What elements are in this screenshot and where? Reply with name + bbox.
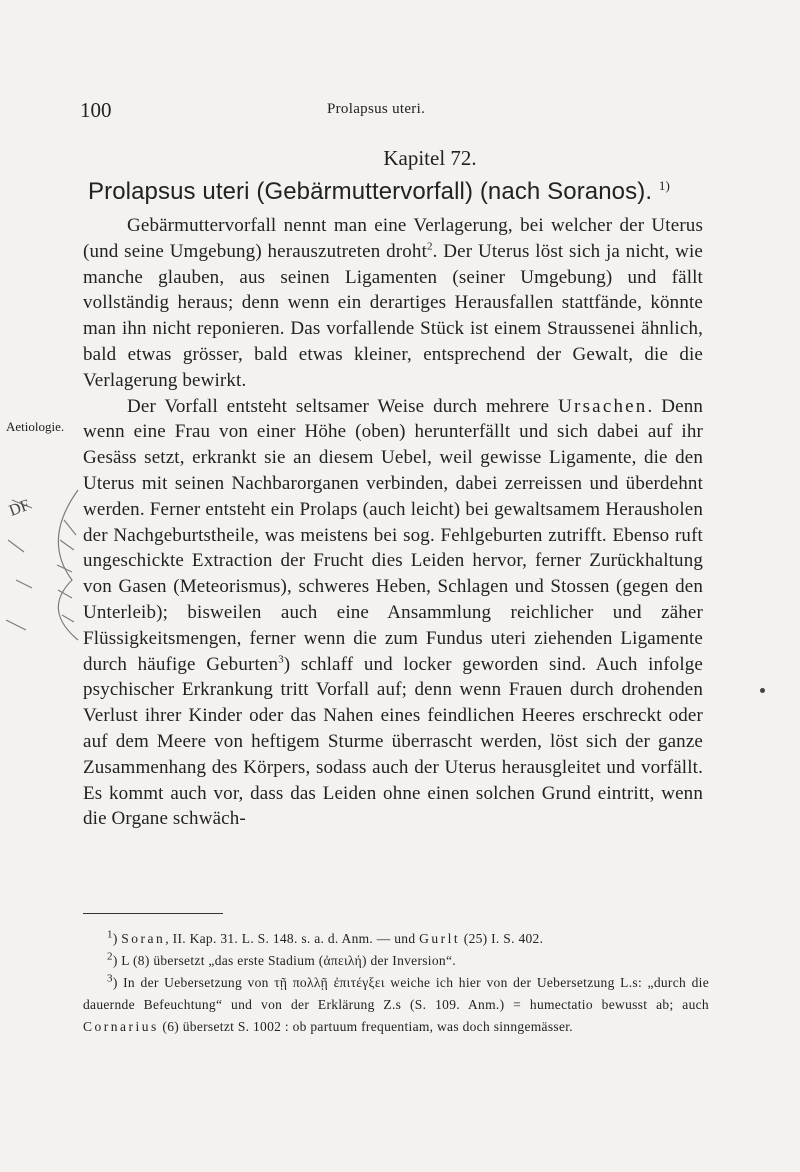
- paragraph-2: Der Vorfall entsteht seltsamer Weise durch mehrere Ursachen. Denn wenn eine Frau von einer Höhe (oben) herunterfällt und sich dabei auf ihr Gesäss setzt, erkrankt sie an diesem Uebel, weil gewisse Ligamente, die den Uterus mit seinen Nachbarorganen verbinden, dabei zerreissen und überdehnt werden. Ferner entsteht ein Prolaps (auch leicht) bei gewaltsamem Herausholen der Nachgeburtstheile, was meistens bei sog. Fehlgeburten zutrifft. Ebenso ruft ungeschickte Extraction der Frucht dies Leiden hervor, ferner Zurückhaltung von Gasen (Meteorismus), schweres Heben, Schlagen und Stossen (gegen den Unterleib); bisweilen auch eine Ansammlung reichlicher und zäher Flüssigkeitsmengen, ferner wenn die zum Fundus uteri ziehenden Ligamente durch häufige Geburten$^3$) schlaff und locker geworden sind. Auch infolge psychischer Erkrankung tritt Vorfall auf; denn wenn Frauen durch drohenden Verlust ihrer Kinder oder das Nahen eines feindlichen Heeres erschreckt oder auf dem Meere von heftigem Sturme überrascht werden, löst sich der ganze Zusammenhang des Körpers, sodass auch der Uterus herausgleitet und vorfällt. Es kommt auch vor, dass das Leiden ohne einen solchen Grund eintritt, wenn die Organe schwäch-: [83, 395, 703, 830]
- title-footnote-ref: 1): [658, 178, 670, 193]
- svg-text:DF: DF: [6, 496, 32, 520]
- footnotes: [83, 928, 709, 1038]
- chapter-title: [88, 178, 670, 206]
- paragraph-1: Gebärmuttervorfall nennt man eine Verlagerung, bei welcher der Uterus (und seine Umgebung) herauszutreten droht$^2$. Der Uterus löst sich ja nicht, wie manche glauben, aus seinen Ligamenten (seiner Umgebung) und fällt vollständig heraus; denn wenn ein derartiges Herausfallen stattfände, könnte man ihn nicht reponieren. Das vorfallende Stück ist einem Straussenei ähnlich, bald etwas grösser, bald etwas kleiner, entsprechend der Gewalt, die die Verlagerung bewirkt.: [83, 215, 704, 391]
- footnote-3: $^3$) In der Uebersetzung von τῇ πολλῇ ἐπιτέγξει weiche ich hier von der Uebersetzung L.s: „durch die dauernde Befeuchtung“ und von der Erklärung Z.s (S. 109. Anm.) = humectatio bewusst ab; auch Cornarius (6) übersetzt S. 1002 : ob partuum frequentiam, was doch sinngemässer.: [83, 972, 709, 1034]
- print-speck: [760, 688, 765, 693]
- footnote-ref-3: 3: [278, 653, 284, 666]
- emphasis-ursachen: Ursachen: [558, 395, 648, 417]
- margin-note: Aetiologie.: [6, 419, 65, 434]
- main-text: [83, 213, 703, 832]
- chapter-heading: Kapitel 72.: [383, 146, 477, 170]
- footnote-ref-2: 2: [427, 240, 433, 253]
- footnote-2: $^2$) L (8) übersetzt „das erste Stadium (ἀπειλή) der Inversion“.: [107, 950, 456, 968]
- footnote-1: $^1$) Soran, II. Kap. 31. L. S. 148. s. a. d. Anm. — und Gurlt (25) I. S. 402.: [107, 928, 544, 946]
- footnote-rule: [83, 913, 223, 914]
- library-stamp-icon: [2, 480, 82, 650]
- chapter-title-text: Prolapsus uteri (Gebärmuttervorfall) (nach Soranos).: [88, 178, 653, 205]
- page-number: 100: [80, 98, 112, 122]
- running-title: Prolapsus uteri.: [327, 101, 426, 117]
